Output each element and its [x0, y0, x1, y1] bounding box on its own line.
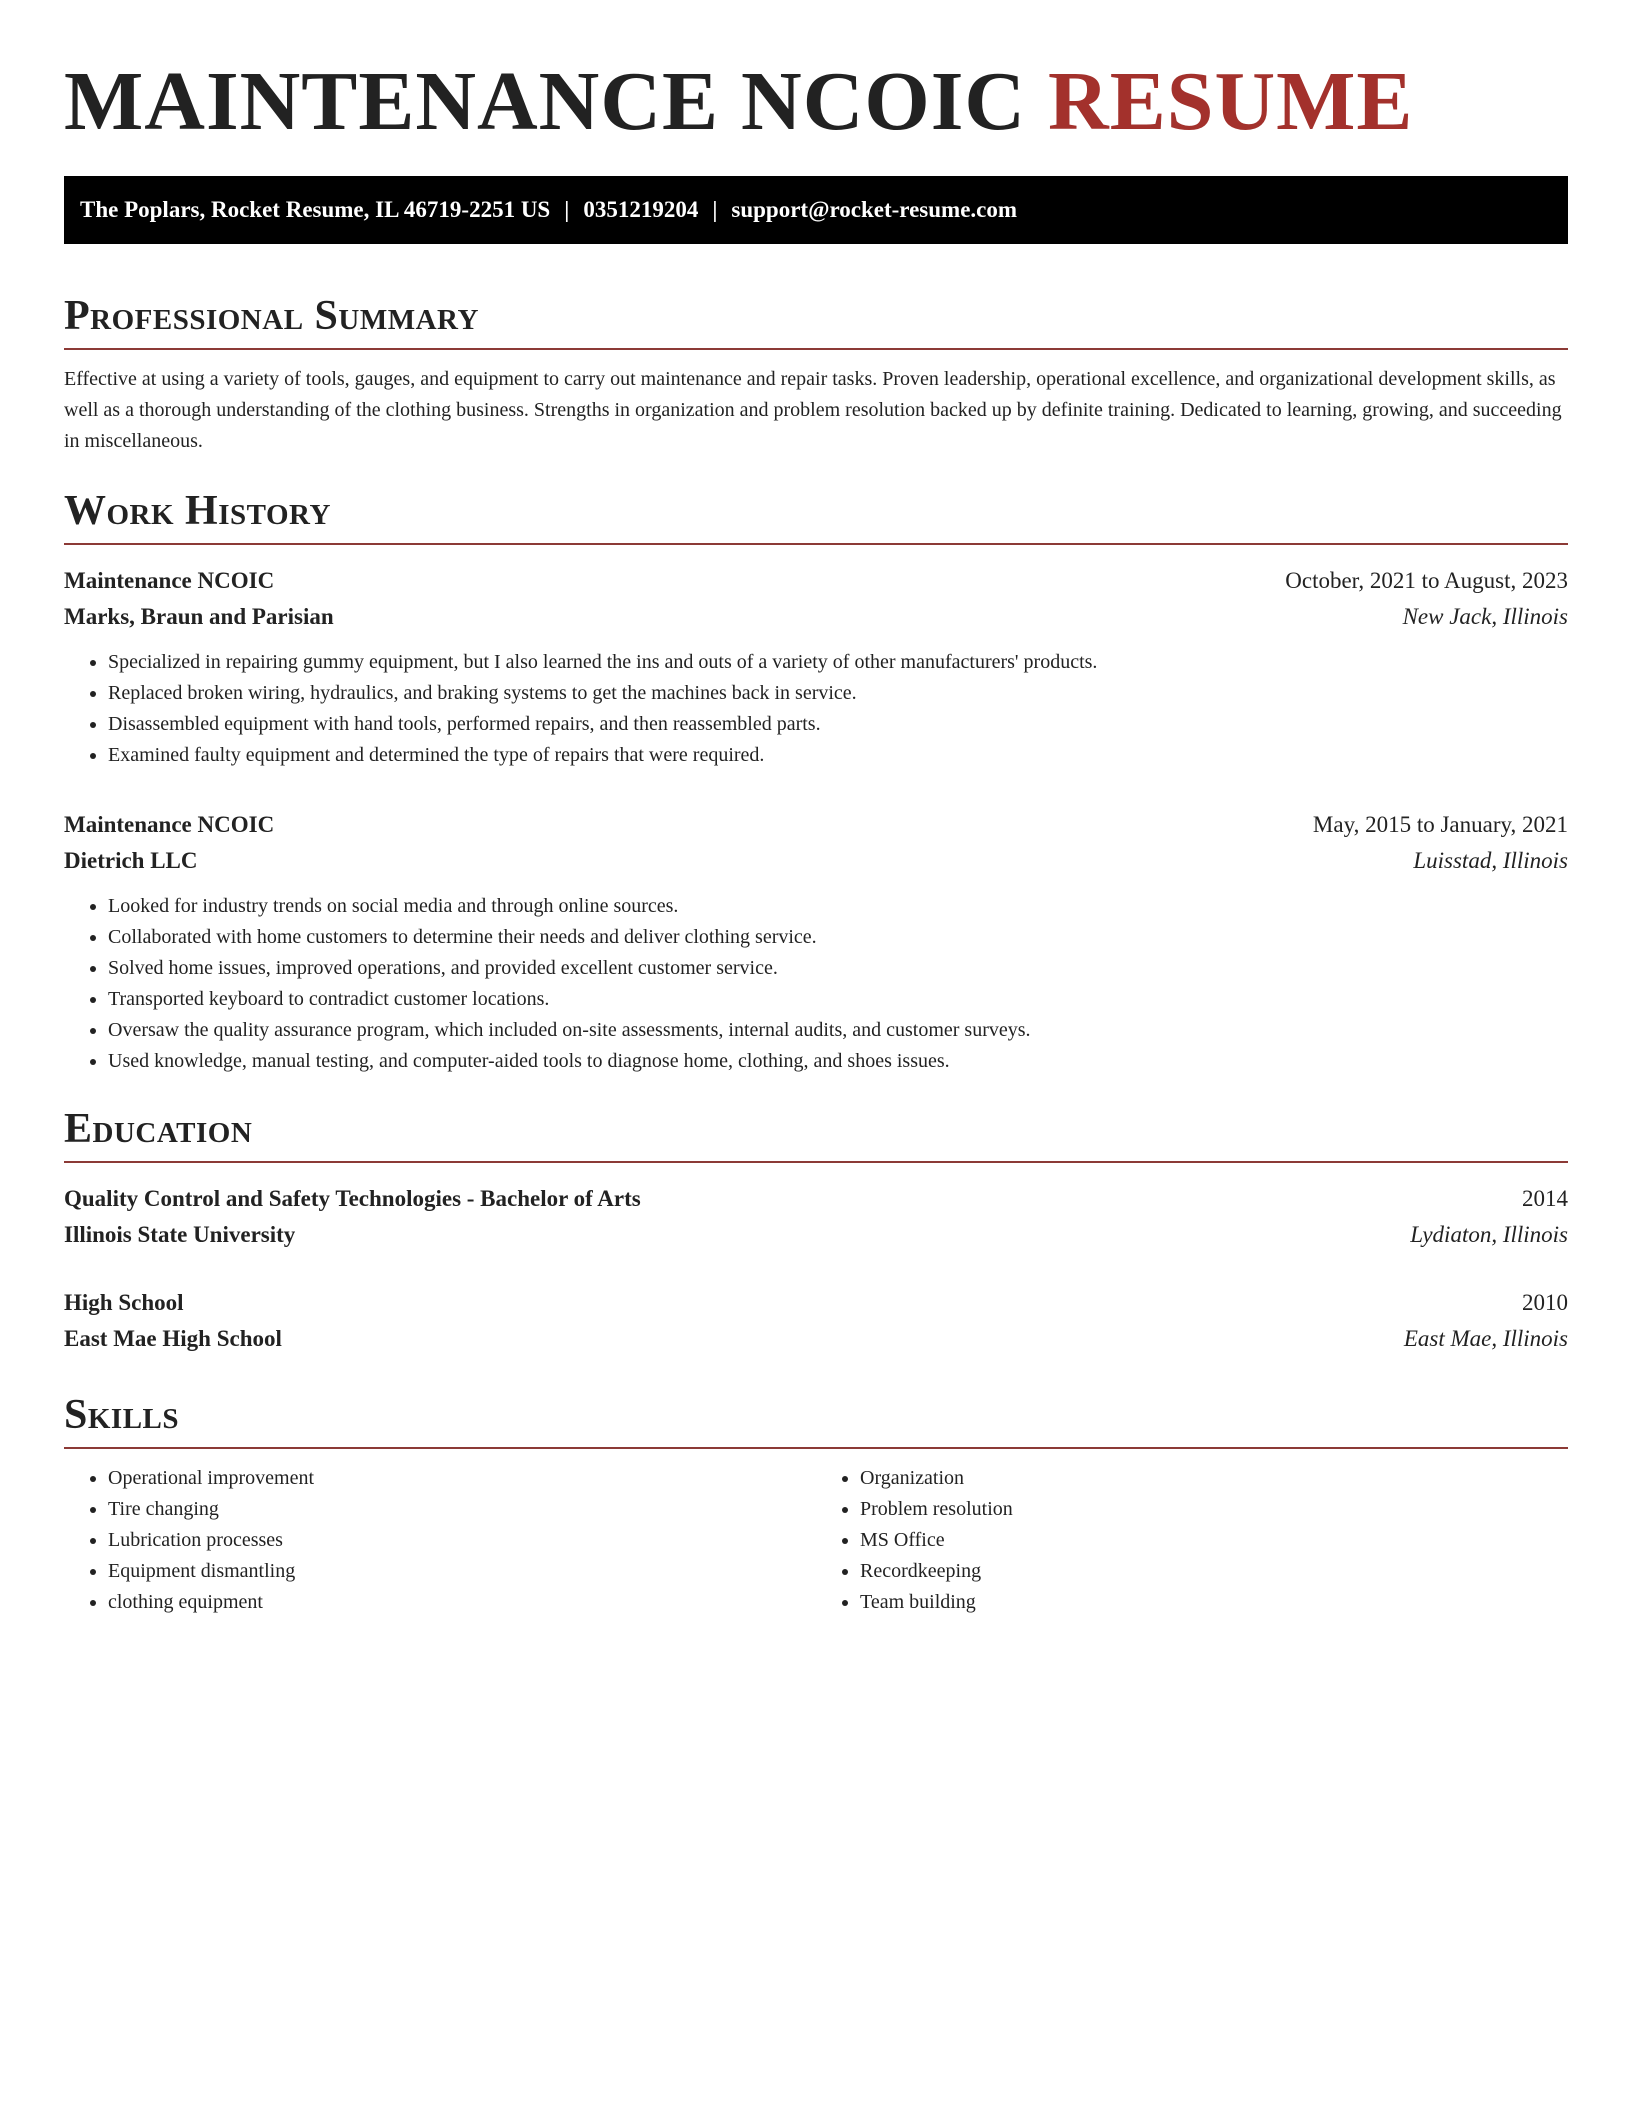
job-dates: May, 2015 to January, 2021: [1312, 812, 1568, 837]
education-school: Illinois State University: [64, 1222, 296, 1247]
education-school: East Mae High School: [64, 1326, 282, 1351]
education-section: [64, 1101, 1568, 1357]
skill-item: • Recordkeeping: [860, 1556, 1568, 1587]
job-bullet: • Looked for industry trends on social media and through online sources.: [108, 891, 1568, 922]
resume-title: [64, 0, 1568, 152]
job-bullet: • Transported keyboard to contradict customer locations.: [108, 984, 1568, 1015]
job-bullet: • Collaborated with home customers to determine their needs and deliver clothing service.: [108, 922, 1568, 953]
job-bullet: • Disassembled equipment with hand tools, performed repairs, and then reassembled parts.: [108, 709, 1568, 740]
contact-bar: [64, 176, 1568, 244]
skill-item: • Problem resolution: [860, 1494, 1568, 1525]
job-entry: [64, 563, 1568, 771]
education-year: 2014: [1522, 1186, 1568, 1211]
job-company: Dietrich LLC: [64, 848, 198, 873]
job-bullet: • Oversaw the quality assurance program, which included on-site assessments, internal audits, and customer surveys.: [108, 1015, 1568, 1046]
contact-address: The Poplars, Rocket Resume, IL 46719-2251 US: [80, 197, 551, 222]
job-company: Marks, Braun and Parisian: [64, 604, 334, 629]
job-header-row: [64, 807, 1568, 843]
work-history-heading: Work History: [64, 483, 1568, 545]
job-bullet: • Examined faulty equipment and determined the type of repairs that were required.: [108, 740, 1568, 771]
job-role: Maintenance NCOIC: [64, 812, 275, 837]
job-bullet: • Specialized in repairing gummy equipment, but I also learned the ins and outs of a variety of other manufacturers' products.: [108, 647, 1568, 678]
work-history-section: [64, 483, 1568, 1077]
summary-text: Effective at using a variety of tools, gauges, and equipment to carry out maintenance and repair tasks. Proven leadership, operational excellence, and organizational development skills, as well as a thorough understanding of the clothing business. Strengths in organization and problem resolution backed up by definite training. Dedicated to learning, growing, and succeeding in miscellaneous.: [64, 368, 1562, 452]
job-bullet: • Used knowledge, manual testing, and computer-aided tools to diagnose home, clothing, and shoes issues.: [108, 1046, 1568, 1077]
education-entry: [64, 1181, 1568, 1253]
skill-item: • MS Office: [860, 1525, 1568, 1556]
education-location: Lydiaton, Illinois: [1410, 1222, 1568, 1247]
skill-item: • clothing equipment: [108, 1587, 816, 1618]
skills-list-left: [64, 1463, 816, 1618]
skill-item: • Lubrication processes: [108, 1525, 816, 1556]
resume-title-accent: RESUME: [1048, 55, 1414, 148]
contact-separator: |: [712, 197, 718, 222]
job-bullet: • Replaced broken wiring, hydraulics, and braking systems to get the machines back in service.: [108, 678, 1568, 709]
skill-item: • Team building: [860, 1587, 1568, 1618]
education-heading: Education: [64, 1101, 1568, 1163]
contact-email: support@rocket-resume.com: [731, 197, 1018, 222]
skills-section: [64, 1387, 1568, 1618]
skill-item: • Organization: [860, 1463, 1568, 1494]
job-entry: [64, 807, 1568, 1077]
job-header-row: [64, 563, 1568, 599]
education-degree: Quality Control and Safety Technologies - Bachelor of Arts: [64, 1186, 641, 1211]
education-degree: High School: [64, 1290, 184, 1315]
education-entry: [64, 1285, 1568, 1357]
contact-separator: |: [564, 197, 570, 222]
skills-list-right: [816, 1463, 1568, 1618]
skills-heading: Skills: [64, 1387, 1568, 1449]
job-location: Luisstad, Illinois: [1413, 848, 1568, 873]
resume-title-main: MAINTENANCE NCOIC: [64, 55, 1027, 148]
job-bullet: • Solved home issues, improved operations, and provided excellent customer service.: [108, 953, 1568, 984]
job-location: New Jack, Illinois: [1402, 604, 1568, 629]
education-school-row: [64, 1217, 1568, 1253]
summary-section: [64, 288, 1568, 457]
education-school-row: [64, 1321, 1568, 1357]
job-company-row: [64, 599, 1568, 635]
summary-heading: Professional Summary: [64, 288, 1568, 350]
job-dates: October, 2021 to August, 2023: [1285, 568, 1568, 593]
skill-item: • Tire changing: [108, 1494, 816, 1525]
skills-columns: [64, 1463, 1568, 1618]
job-bullets: [64, 647, 1568, 771]
skill-item: • Equipment dismantling: [108, 1556, 816, 1587]
job-bullets: [64, 891, 1568, 1077]
education-degree-row: [64, 1181, 1568, 1217]
education-location: East Mae, Illinois: [1403, 1326, 1568, 1351]
skill-item: • Operational improvement: [108, 1463, 816, 1494]
job-company-row: [64, 843, 1568, 879]
job-role: Maintenance NCOIC: [64, 568, 275, 593]
education-degree-row: [64, 1285, 1568, 1321]
contact-phone: 0351219204: [583, 197, 699, 222]
education-year: 2010: [1522, 1290, 1568, 1315]
